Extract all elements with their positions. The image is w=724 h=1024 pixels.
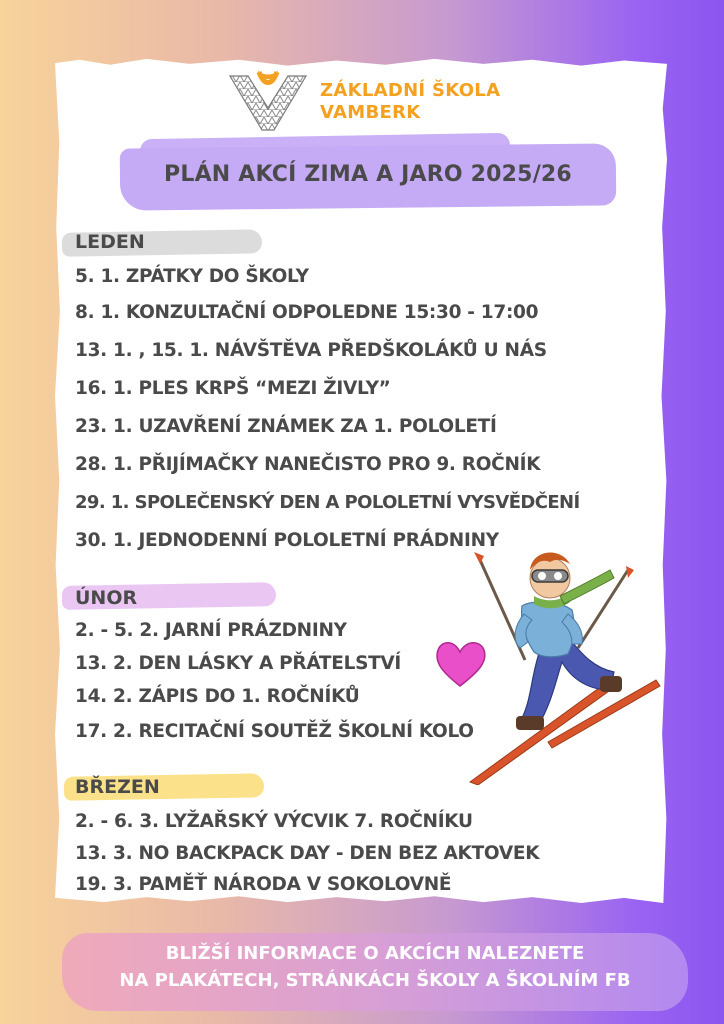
school-logo-icon [228,68,308,134]
event-item: 13. 3. NO BACKPACK DAY - DEN BEZ AKTOVEK [75,843,540,864]
event-item: 2. - 6. 3. LYŽAŘSKÝ VÝCVIK 7. ROČNÍKU [75,811,473,832]
event-item: 5. 1. ZPÁTKY DO ŠKOLY [75,266,309,287]
event-item: 19. 3. PAMĚŤ NÁRODA V SOKOLOVNĚ [75,874,452,895]
footer-line2: NA PLAKÁTECH, STRÁNKÁCH ŠKOLY A ŠKOLNÍM FB [119,970,631,991]
event-item: 30. 1. JEDNODENNÍ POLOLETNÍ PRÁDNINY [75,530,499,551]
month-heading-brezen: BŘEZEN [75,776,160,798]
event-item: 17. 2. RECITAČNÍ SOUTĚŽ ŠKOLNÍ KOLO [75,721,474,742]
event-item: 29. 1. SPOLEČENSKÝ DEN A POLOLETNÍ VYSVĚDČENÍ [75,492,580,513]
month-heading-leden: LEDEN [75,231,145,253]
event-item: 13. 2. DEN LÁSKY A PŘÁTELSTVÍ [75,653,402,674]
event-item: 2. - 5. 2. JARNÍ PRÁZDNINY [75,620,347,641]
footer-info [62,940,688,994]
event-item: 23. 1. UZAVŘENÍ ZNÁMEK ZA 1. POLOLETÍ [75,416,497,437]
event-item: 8. 1. KONZULTAČNÍ ODPOLEDNE 15:30 - 17:00 [75,302,539,323]
event-item: 28. 1. PŘIJÍMAČKY NANEČISTO PRO 9. ROČNÍK [75,454,541,475]
school-name [320,80,500,124]
event-item: 16. 1. PLES KRPŠ “MEZI ŽIVLY” [75,378,391,399]
skier-illustration [460,530,670,785]
school-name-line1: ZÁKLADNÍ ŠKOLA [320,80,501,101]
school-name-line2: VAMBERK [320,102,421,123]
month-heading-unor: ÚNOR [75,587,138,609]
footer-line1: BLIŽŠÍ INFORMACE O AKCÍCH NALEZNETE [165,943,585,964]
event-item: 14. 2. ZÁPIS DO 1. ROČNÍKŮ [75,686,360,707]
page-title: PLÁN AKCÍ ZIMA A JARO 2025/26 [164,162,572,187]
event-item: 13. 1. , 15. 1. NÁVŠTĚVA PŘEDŠKOLÁKŮ U NÁS [75,340,547,361]
